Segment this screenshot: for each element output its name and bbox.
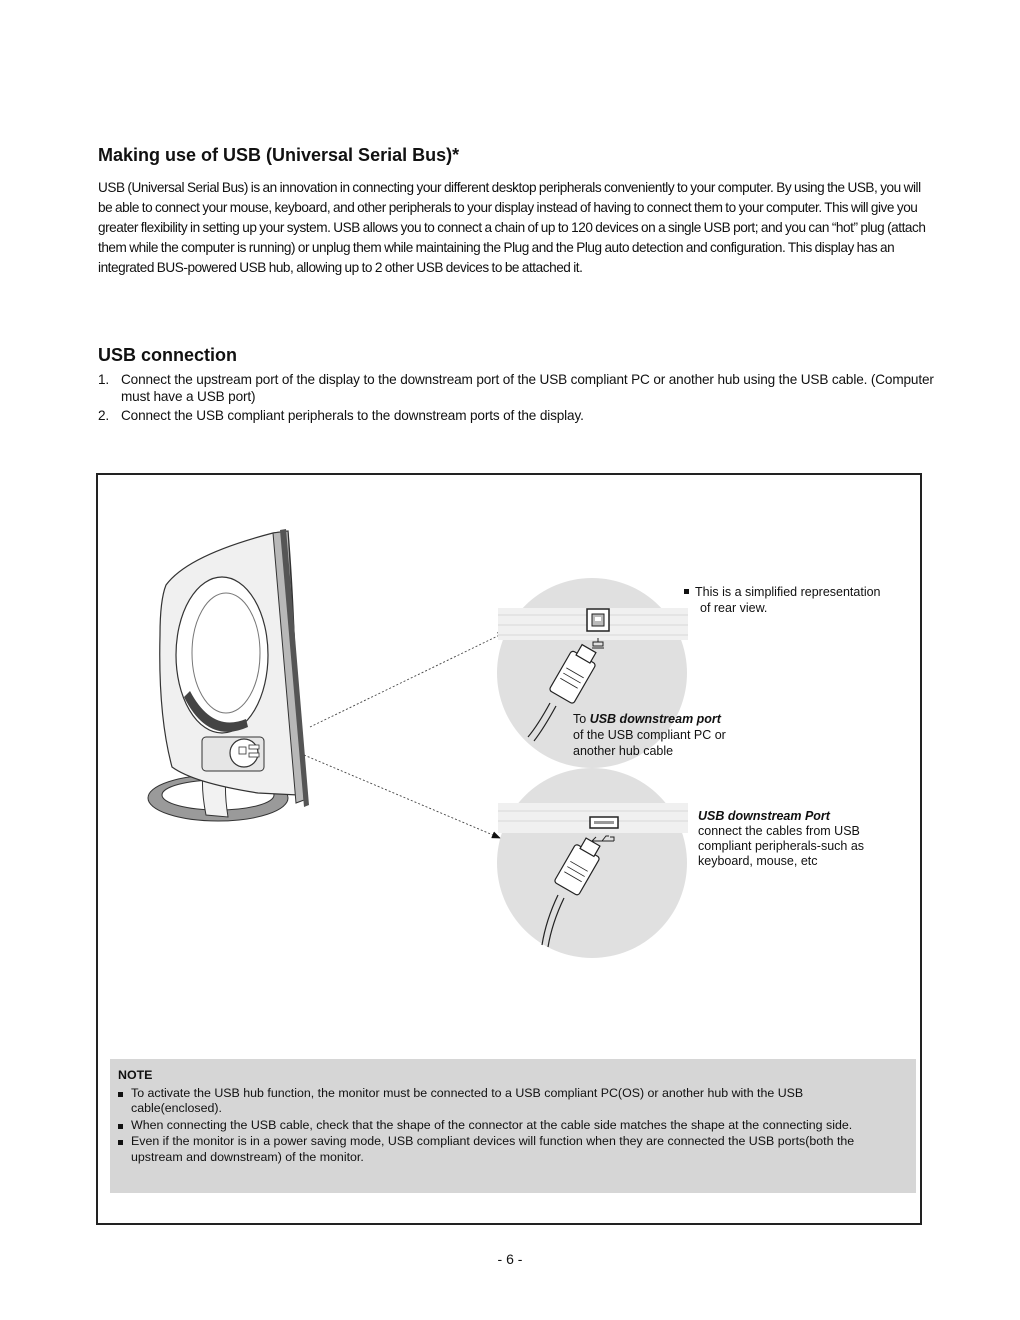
note-item: To activate the USB hub function, the monitor must be connected to a USB compliant PC(OS) or another hub with the USB cable(enclosed). — [118, 1086, 908, 1117]
usb-intro-paragraph: USB (Universal Serial Bus) is an innovation in connecting your different desktop peripherals conveniently to your computer. By using the USB, you will be able to connect your mouse, keyboard, and other peripherals to your display instead of having to connect them to your computer. This will give you greater flexibility in setting up your system. USB allows you to connect a chain of up to 120 devices on a single USB port; and you can “hot” plug (attach them while the computer is running) or unplug them while maintaining the Plug and the Plug auto detection and configuration. This display has an integrated BUS-powered USB hub, allowing up to 2 other USB devices to be attached it. — [98, 180, 926, 275]
step-text: Connect the USB compliant peripherals to the downstream ports of the display. — [121, 408, 584, 423]
step-text: Connect the upstream port of the display to the downstream port of the USB compliant PC or another hub using the USB cable. (Computer must have a USB port) — [121, 372, 934, 404]
step-item — [98, 371, 938, 405]
bullet-square-icon — [118, 1140, 123, 1145]
monitor-back-icon — [160, 529, 309, 807]
note-list — [118, 1086, 908, 1166]
step-item — [98, 407, 938, 424]
bullet-square-icon — [684, 589, 689, 594]
section-title-usb-connection: USB connection — [98, 345, 238, 365]
downstream-label: USB downstream Port connect the cables from USB compliant peripherals-such as keyboard, mouse, etc — [698, 809, 865, 868]
step-number: 1. — [98, 372, 110, 387]
usb-connection-figure — [96, 473, 922, 1225]
note-title: NOTE — [118, 1068, 153, 1082]
rear-view-note: This is a simplified representation of rear view. — [684, 584, 881, 616]
page-number: - 6 - — [497, 1251, 523, 1267]
note-item: When connecting the USB cable, check that the shape of the connector at the cable side matches the shape at the connecting side. — [118, 1118, 908, 1134]
bullet-square-icon — [118, 1092, 123, 1097]
upstream-label: To USB downstream port of the USB compliant PC or another hub cable — [573, 712, 726, 758]
bullet-square-icon — [118, 1124, 123, 1129]
connection-steps-list — [98, 371, 938, 426]
section-title-usb: Making use of USB (Universal Serial Bus)* — [98, 145, 460, 165]
step-number: 2. — [98, 408, 110, 423]
note-item: Even if the monitor is in a power saving mode, USB compliant devices will function when they are connected the USB ports(both the upstream and downstream) of the monitor. — [118, 1134, 908, 1165]
downstream-port-zoom — [497, 768, 688, 958]
note-panel — [110, 1059, 916, 1193]
